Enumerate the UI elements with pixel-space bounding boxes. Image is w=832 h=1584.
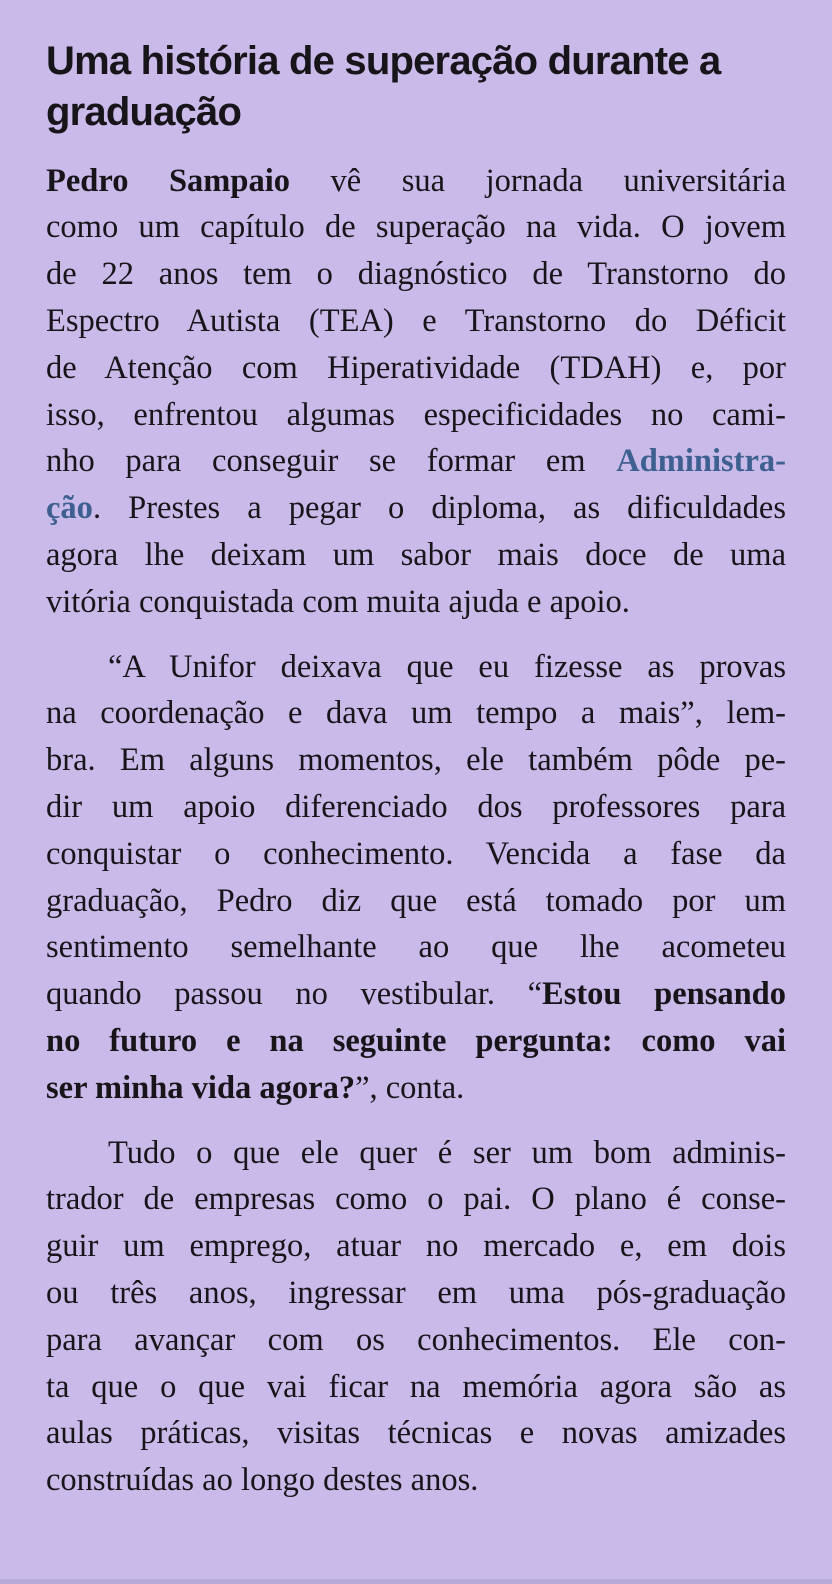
- body-text: Espectro Autista (TEA) e Transtorno do Déficit: [46, 302, 786, 339]
- body-text: de Atenção com Hiperatividade (TDAH) e, por: [46, 349, 786, 386]
- text-line: [46, 1176, 786, 1223]
- body-text: agora lhe deixam um sabor mais doce de uma: [46, 536, 786, 573]
- body-text: sentimento semelhante ao que lhe acometeu: [46, 929, 786, 966]
- course-link[interactable]: Administra-: [616, 443, 786, 480]
- text-line: [46, 1018, 786, 1065]
- text-line: [46, 204, 786, 251]
- text-line: [46, 579, 786, 626]
- body-text: aulas práticas, visitas técnicas e novas amizades: [46, 1415, 786, 1452]
- text-line: [46, 392, 786, 439]
- body-text: vitória conquistada com muita ajuda e apoio.: [46, 583, 630, 620]
- text-line: [46, 1223, 786, 1270]
- page-bottom-edge: [0, 1579, 832, 1584]
- text-line: [46, 690, 786, 737]
- body-text: “A Unifor deixava que eu fizesse as provas: [108, 648, 786, 685]
- course-link[interactable]: ção: [46, 490, 93, 527]
- body-text: vê sua jornada universitária: [289, 162, 786, 199]
- body-text: nho para conseguir se formar em: [46, 443, 617, 480]
- text-line: [46, 784, 786, 831]
- bold-text: Estou pensando: [542, 976, 786, 1013]
- text-line: [46, 158, 786, 205]
- body-text: ”, conta.: [355, 1069, 465, 1106]
- text-line: [46, 924, 786, 971]
- text-line: [46, 345, 786, 392]
- text-line: [46, 737, 786, 784]
- text-line: [46, 298, 786, 345]
- body-text: na coordenação e dava um tempo a mais”, lem-: [46, 695, 786, 732]
- paragraph: [46, 158, 786, 626]
- text-line: [46, 1457, 786, 1504]
- body-text: . Prestes a pegar o diploma, as dificuldades: [92, 490, 786, 527]
- bold-text: no futuro e na seguinte pergunta: como vai: [46, 1022, 786, 1059]
- body-text: graduação, Pedro diz que está tomado por um: [46, 882, 786, 919]
- text-line: [46, 878, 786, 925]
- text-line: [46, 1130, 786, 1177]
- text-line: [46, 831, 786, 878]
- text-line: [46, 1317, 786, 1364]
- bold-text: Pedro Sampaio: [46, 162, 290, 199]
- body-text: construídas ao longo destes anos.: [46, 1462, 479, 1499]
- body-text: quando passou no vestibular. “: [46, 976, 543, 1013]
- text-line: [46, 1270, 786, 1317]
- body-text: bra. Em alguns momentos, ele também pôde pe-: [46, 742, 786, 779]
- body-text: para avançar com os conhecimentos. Ele con-: [46, 1321, 786, 1358]
- body-text: de 22 anos tem o diagnóstico de Transtorno do: [46, 256, 786, 293]
- body-text: ta que o que vai ficar na memória agora são as: [46, 1368, 786, 1405]
- text-line: [46, 1065, 786, 1112]
- body-text: Tudo o que ele quer é ser um bom adminis-: [108, 1134, 786, 1171]
- article-body: [46, 158, 786, 1504]
- text-line: [46, 1364, 786, 1411]
- body-text: dir um apoio diferenciado dos professores para: [46, 788, 786, 825]
- text-line: [46, 644, 786, 691]
- body-text: como um capítulo de superação na vida. O jovem: [46, 209, 786, 246]
- text-line: [46, 971, 786, 1018]
- bold-text: ser minha vida agora?: [46, 1069, 356, 1106]
- body-text: ou três anos, ingressar em uma pós-graduação: [46, 1274, 786, 1311]
- text-line: [46, 251, 786, 298]
- text-line: [46, 1410, 786, 1457]
- paragraph: [46, 644, 786, 1112]
- body-text: guir um emprego, atuar no mercado e, em dois: [46, 1228, 786, 1265]
- body-text: conquistar o conhecimento. Vencida a fase da: [46, 835, 786, 872]
- body-text: trador de empresas como o pai. O plano é conse-: [46, 1181, 786, 1218]
- text-line: [46, 532, 786, 579]
- paragraph: [46, 1130, 786, 1504]
- text-line: [46, 438, 786, 485]
- body-text: isso, enfrentou algumas especificidades no cami-: [46, 396, 786, 433]
- article-title: Uma história de superação durante a graduação: [46, 39, 721, 134]
- text-line: [46, 485, 786, 532]
